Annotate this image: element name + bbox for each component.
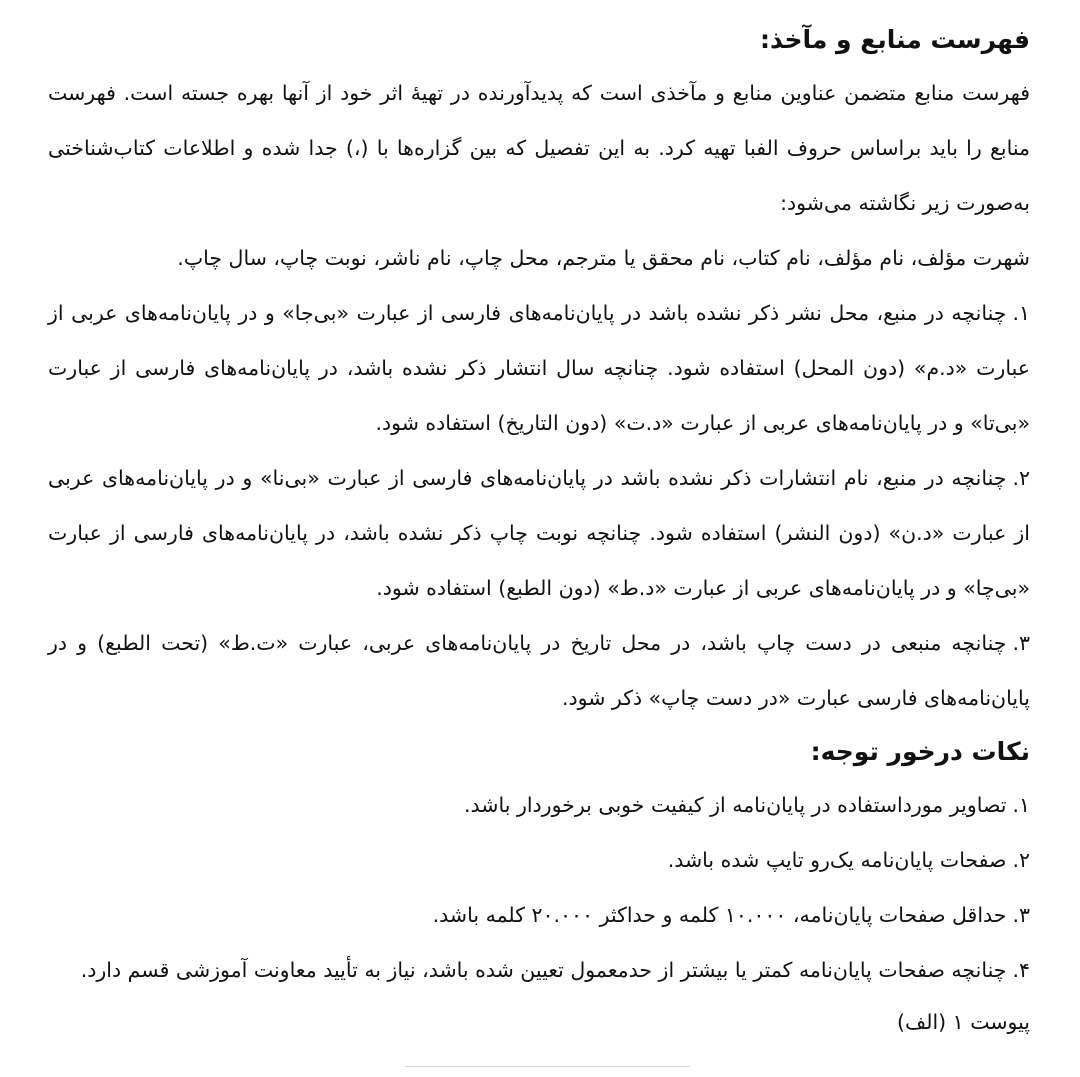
item-text: حداقل صفحات پایان‌نامه، ۱۰.۰۰۰ کلمه و حداکثر ۲۰.۰۰۰ کلمه باشد. [432, 903, 1007, 927]
notes-heading: نکات درخور توجه: [810, 737, 1030, 766]
item-number: ۱. [1012, 301, 1030, 325]
notes-item-2 [48, 833, 1030, 888]
item-number: ۳. [1012, 903, 1030, 927]
notes-item-1 [48, 778, 1030, 833]
sources-item-3 [48, 616, 1030, 726]
sources-heading: فهرست منابع و مآخذ: [760, 25, 1030, 54]
item-number: ۲. [1012, 848, 1030, 872]
sources-item-2 [48, 451, 1030, 616]
page-bottom-rule [405, 1066, 690, 1067]
item-number: ۳. [1012, 631, 1030, 655]
item-text: چنانچه منبعی در دست چاپ باشد، در محل تاریخ در پایان‌نامه‌های عربی، عبارت «ت.ط» (تحت الطبع) و در پایان‌نامه‌های فارسی عبارت «در دست چاپ» ذکر شود. [48, 631, 1030, 710]
item-text: صفحات پایان‌نامه یک‌رو تایپ شده باشد. [667, 848, 1007, 872]
item-text: چنانچه صفحات پایان‌نامه کمتر یا بیشتر از حدمعمول تعیین شده باشد، نیاز به تأیید معاونت آموزشی قسم دارد. [80, 958, 1007, 982]
notes-item-4 [48, 943, 1030, 998]
item-text: چنانچه در منبع، نام انتشارات ذکر نشده باشد در پایان‌نامه‌های فارسی از عبارت «بی‌نا» و در پایان‌نامه‌های عربی از عبارت «د.ن» (دون النشر) استفاده شود. چنانچه نوبت چاپ ذکر نشده باشد، در پایان‌نامه‌های فارسی از عبارت «بی‌چا» و در پایان‌نامه‌های عربی از عبارت «د.ط» (دون الطبع) استفاده شود. [48, 466, 1030, 600]
item-number: ۴. [1012, 958, 1030, 982]
citation-format: شهرت مؤلف، نام مؤلف، نام کتاب، نام محقق یا مترجم، محل چاپ، نام ناشر، نوبت چاپ، سال چاپ. [177, 246, 1030, 270]
appendix-label: پیوست ۱ (الف) [896, 1010, 1030, 1034]
sources-item-1 [48, 286, 1030, 451]
item-text: چنانچه در منبع، محل نشر ذکر نشده باشد در پایان‌نامه‌های فارسی از عبارت «بی‌جا» و در پایان‌نامه‌های عربی از عبارت «د.م» (دون المحل) استفاده شود. چنانچه سال انتشار ذکر نشده باشد، در پایان‌نامه‌های فارسی از عبارت «بی‌تا» و در پایان‌نامه‌های عربی از عبارت «د.ت» (دون التاریخ) استفاده شود. [48, 301, 1030, 435]
item-text: تصاویر مورداستفاده در پایان‌نامه از کیفیت خوبی برخوردار باشد. [464, 793, 1007, 817]
item-number: ۱. [1012, 793, 1030, 817]
sources-intro: فهرست منابع متضمن عناوین منابع و مآخذی است که پدیدآورنده در تهیهٔ اثر خود از آنها بهره جسته است. فهرست منابع را باید براساس حروف الفبا تهیه کرد. به این تفصیل که بین گزاره‌ها با (،) جدا شده و اطلاعات کتاب‌شناختی به‌صورت زیر نگاشته می‌شود: [48, 81, 1030, 215]
item-number: ۲. [1012, 466, 1030, 490]
notes-item-3 [48, 888, 1030, 943]
